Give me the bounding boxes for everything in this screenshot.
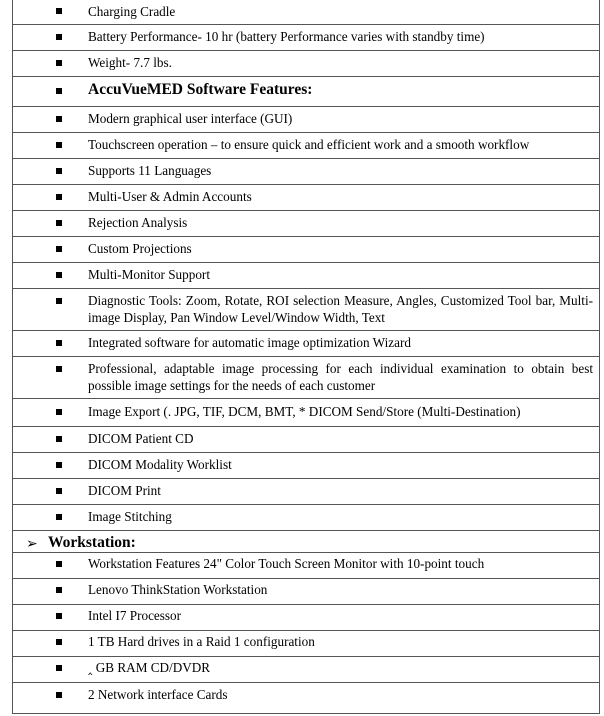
list-item-text: Workstation Features 24" Color Touch Screen Monitor with 10-point touch [88, 556, 485, 571]
square-bullet-icon [56, 220, 62, 226]
square-bullet-icon [56, 340, 62, 346]
list-item-text: Rejection Analysis [88, 215, 188, 230]
list-item-text: Weight- 7.7 lbs. [88, 55, 172, 70]
list-item-text: Custom Projections [88, 241, 192, 256]
square-bullet-icon [56, 561, 62, 567]
square-bullet-icon [56, 34, 62, 40]
square-bullet-icon [56, 514, 62, 520]
list-item-text: Multi-Monitor Support [88, 267, 210, 282]
square-bullet-icon [56, 246, 62, 252]
square-bullet-icon [56, 639, 62, 645]
list-item-text: 1 TB Hard drives in a Raid 1 configuration [88, 634, 315, 649]
list-item-text: 2 Network interface Cards [88, 687, 228, 702]
square-bullet-icon [56, 88, 62, 94]
list-item-text: Professional, adaptable image processing for each individual examination to obtain best possible image settings for the needs of each customer [88, 361, 593, 393]
square-bullet-icon [56, 142, 62, 148]
square-bullet-icon [56, 436, 62, 442]
list-item-text: Touchscreen operation – to ensure quick and efficient work and a smooth workflow [88, 137, 530, 152]
list-item-text: ‸ GB RAM CD/DVDR [88, 660, 211, 675]
list-item-text: DICOM Modality Worklist [88, 457, 232, 472]
list-item-text: Image Stitching [88, 509, 172, 524]
list-item-text: Lenovo ThinkStation Workstation [88, 582, 268, 597]
square-bullet-icon [56, 298, 62, 304]
square-bullet-icon [56, 8, 62, 14]
square-bullet-icon [56, 272, 62, 278]
list-item-text: Charging Cradle [88, 4, 176, 19]
square-bullet-icon [56, 409, 62, 415]
square-bullet-icon [56, 168, 62, 174]
square-bullet-icon [56, 366, 62, 372]
square-bullet-icon [56, 587, 62, 593]
arrow-bullet-icon: ➢ [26, 536, 38, 552]
square-bullet-icon [56, 116, 62, 122]
section-heading: AccuVueMED Software Features: [88, 81, 313, 98]
square-bullet-icon [56, 194, 62, 200]
list-item-text: Intel I7 Processor [88, 608, 182, 623]
list-item-text: Image Export (. JPG, TIF, DCM, BMT, * DICOM Send/Store (Multi-Destination) [88, 404, 521, 419]
list-item-text: Supports 11 Languages [88, 163, 212, 178]
list-item-text: Multi-User & Admin Accounts [88, 189, 252, 204]
square-bullet-icon [56, 692, 62, 698]
workstation-heading: Workstation: [48, 534, 136, 551]
list-item-text: Modern graphical user interface (GUI) [88, 111, 293, 126]
list-item-text: Integrated software for automatic image optimization Wizard [88, 335, 411, 350]
list-item-text: DICOM Patient CD [88, 431, 194, 446]
list-item-text: Diagnostic Tools: Zoom, Rotate, ROI selection Measure, Angles, Customized Tool bar, Multi-image Display, Pan Window Level/Window Width, Text [88, 293, 593, 325]
square-bullet-icon [56, 488, 62, 494]
list-item-text: DICOM Print [88, 483, 161, 498]
square-bullet-icon [56, 665, 62, 671]
list-item-text: Battery Performance- 10 hr (battery Performance varies with standby time) [88, 29, 485, 44]
square-bullet-icon [56, 613, 62, 619]
square-bullet-icon [56, 462, 62, 468]
square-bullet-icon [56, 60, 62, 66]
